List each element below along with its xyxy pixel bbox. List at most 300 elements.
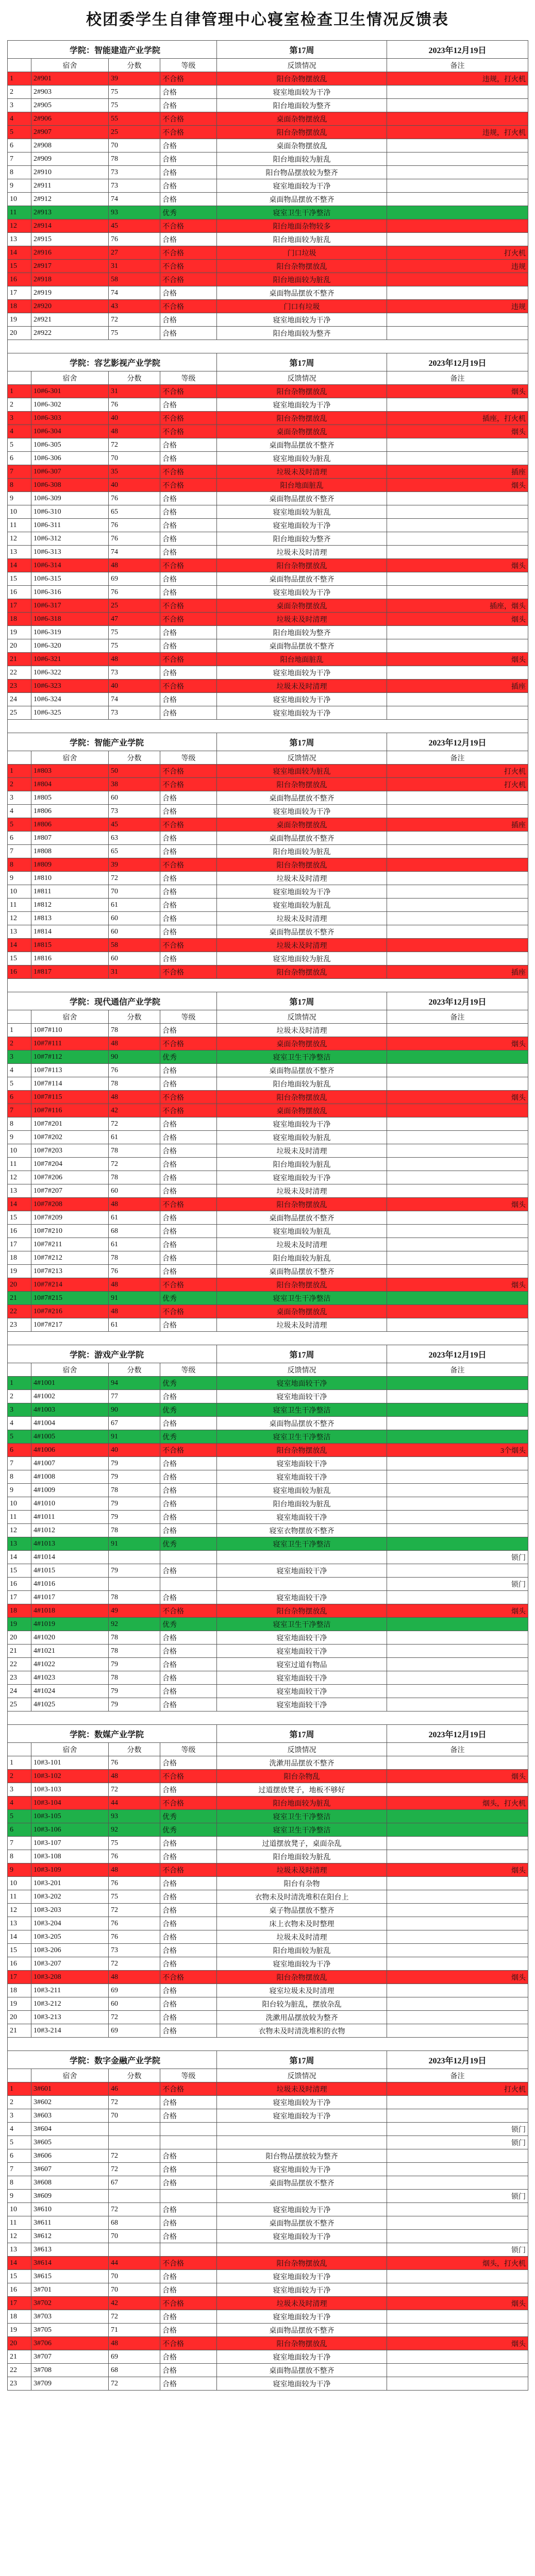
remark: [387, 2350, 528, 2364]
row-index: 11: [8, 206, 31, 219]
grade: 不合格: [160, 1091, 217, 1104]
grade: 合格: [160, 1511, 217, 1524]
row-index: 14: [8, 939, 31, 952]
remark: 打火机: [387, 778, 528, 791]
col-score: 分数: [109, 1363, 160, 1377]
col-score: 分数: [109, 1743, 160, 1756]
dorm-room: 10#3-101: [31, 1756, 109, 1770]
row-index: 4: [8, 1797, 31, 1810]
remark: [387, 572, 528, 586]
dorm-room: 2#908: [31, 139, 109, 152]
feedback: 寝室地面较为干净: [217, 2163, 387, 2176]
remark: 烟头: [387, 2297, 528, 2310]
grade: 合格: [160, 706, 217, 720]
feedback: 桌面物品摆放不整齐: [217, 286, 387, 300]
feedback: 桌面杂物摆放乱: [217, 818, 387, 832]
score: 68: [109, 2216, 160, 2230]
col-note: 备注: [387, 1743, 528, 1756]
remark: [387, 1064, 528, 1077]
feedback: 寝室地面较干净: [217, 1564, 387, 1578]
remark: [387, 1184, 528, 1198]
row-index: 9: [8, 1863, 31, 1877]
table-row: [8, 112, 528, 126]
remark: [387, 885, 528, 899]
score: 92: [109, 1823, 160, 1837]
table-row: [8, 1837, 528, 1850]
grade: 合格: [160, 2203, 217, 2216]
table-row: [8, 1783, 528, 1797]
dorm-room: 2#909: [31, 152, 109, 166]
score: 48: [109, 425, 160, 438]
table-row: [8, 425, 528, 438]
score: [109, 1551, 160, 1564]
grade: [160, 1551, 217, 1564]
grade: 合格: [160, 505, 217, 519]
grade: 合格: [160, 519, 217, 532]
score: 74: [109, 693, 160, 706]
grade: 合格: [160, 1158, 217, 1171]
remark: [387, 1171, 528, 1184]
col-grade: 等级: [160, 2069, 217, 2082]
row-index: 21: [8, 1292, 31, 1305]
table-row: [8, 1497, 528, 1511]
feedback: 垃圾未及时清理: [217, 546, 387, 559]
remark: 烟头: [387, 425, 528, 438]
remark: [387, 586, 528, 599]
score: 76: [109, 492, 160, 505]
dorm-room: 10#3-205: [31, 1930, 109, 1944]
table-row: [8, 1997, 528, 2011]
row-index: 10: [8, 885, 31, 899]
grade: 合格: [160, 2230, 217, 2243]
dorm-room: 2#914: [31, 219, 109, 233]
grade: 合格: [160, 1524, 217, 1537]
col-index: [8, 1743, 31, 1756]
score: 48: [109, 1971, 160, 1984]
col-note: 备注: [387, 1010, 528, 1024]
dorm-room: 10#7#202: [31, 1131, 109, 1144]
dorm-room: 3#606: [31, 2149, 109, 2163]
dorm-room: 2#922: [31, 327, 109, 340]
section-gap: [8, 2038, 528, 2051]
remark: 插座，打火机: [387, 412, 528, 425]
remark: [387, 1225, 528, 1238]
score: 91: [109, 1537, 160, 1551]
score: 76: [109, 233, 160, 246]
remark: [387, 1671, 528, 1685]
row-index: 3: [8, 1783, 31, 1797]
gap-cell: [8, 1711, 528, 1725]
grade: 合格: [160, 1457, 217, 1470]
feedback: 垃圾未及时清理: [217, 680, 387, 693]
week-label: 第17周: [217, 41, 387, 59]
dorm-room: 10#3-204: [31, 1917, 109, 1930]
feedback: 阳台地面较为脏乱: [217, 1944, 387, 1957]
dorm-room: 2#907: [31, 126, 109, 139]
table-row: [8, 1578, 528, 1591]
remark: [387, 193, 528, 206]
score: 31: [109, 385, 160, 398]
score: [109, 2243, 160, 2257]
feedback: 阳台杂物摆放乱: [217, 2337, 387, 2350]
table-row: [8, 1225, 528, 1238]
dorm-room: 3#703: [31, 2310, 109, 2324]
grade: 优秀: [160, 1618, 217, 1631]
remark: 锁门: [387, 2243, 528, 2257]
table-row: [8, 1292, 528, 1305]
remark: [387, 2176, 528, 2190]
remark: [387, 2377, 528, 2391]
dorm-room: 10#7#110: [31, 1024, 109, 1037]
remark: 烟头: [387, 1198, 528, 1211]
dorm-room: 2#920: [31, 300, 109, 313]
table-row: [8, 492, 528, 505]
table-row: [8, 1957, 528, 1971]
table-row: [8, 599, 528, 613]
table-row: [8, 626, 528, 639]
dorm-room: 10#7#211: [31, 1238, 109, 1251]
feedback: 阳台地面较为脏乱: [217, 1797, 387, 1810]
grade: 合格: [160, 1265, 217, 1278]
column-header-row: [8, 1743, 528, 1756]
grade: 合格: [160, 139, 217, 152]
score: 94: [109, 1377, 160, 1390]
dorm-room: 10#6-304: [31, 425, 109, 438]
row-index: 1: [8, 1024, 31, 1037]
row-index: 20: [8, 2011, 31, 2024]
dorm-room: 4#1023: [31, 1671, 109, 1685]
feedback: 阳台地面较为脏乱: [217, 1158, 387, 1171]
score: 72: [109, 1904, 160, 1917]
grade: 不合格: [160, 300, 217, 313]
dorm-room: 10#3-104: [31, 1797, 109, 1810]
row-index: 11: [8, 519, 31, 532]
grade: 不合格: [160, 1278, 217, 1292]
dorm-room: 4#1007: [31, 1457, 109, 1470]
table-row: [8, 2257, 528, 2270]
row-index: 16: [8, 1578, 31, 1591]
score: 61: [109, 1318, 160, 1332]
table-row: [8, 613, 528, 626]
feedback: 阳台杂物摆放乱: [217, 2257, 387, 2270]
remark: [387, 1591, 528, 1604]
table-row: [8, 1944, 528, 1957]
remark: 烟头: [387, 653, 528, 666]
row-index: 21: [8, 2350, 31, 2364]
col-grade: 等级: [160, 59, 217, 72]
row-index: 3: [8, 1403, 31, 1417]
grade: 不合格: [160, 126, 217, 139]
table-row: [8, 1631, 528, 1645]
col-index: [8, 1363, 31, 1377]
score: 76: [109, 1877, 160, 1890]
remark: 违规，打火机: [387, 72, 528, 86]
row-index: 8: [8, 2176, 31, 2190]
grade: 合格: [160, 86, 217, 99]
row-index: 1: [8, 1756, 31, 1770]
remark: [387, 2310, 528, 2324]
inspection-table: [7, 40, 528, 2391]
dorm-room: 10#3-207: [31, 1957, 109, 1971]
table-row: [8, 86, 528, 99]
remark: [387, 706, 528, 720]
dorm-room: 10#6-312: [31, 532, 109, 546]
dorm-room: 10#3-214: [31, 2024, 109, 2038]
feedback: 桌子物品摆放不整齐: [217, 1904, 387, 1917]
row-index: 9: [8, 179, 31, 193]
dorm-room: 3#701: [31, 2283, 109, 2297]
grade: 合格: [160, 286, 217, 300]
week-label: 第17周: [217, 353, 387, 371]
score: 91: [109, 1430, 160, 1444]
grade: 不合格: [160, 2297, 217, 2310]
score: 72: [109, 313, 160, 327]
dorm-room: 4#1006: [31, 1444, 109, 1457]
feedback: 衣物未及时清洗堆积的衣物: [217, 2024, 387, 2038]
score: 31: [109, 260, 160, 273]
remark: [387, 86, 528, 99]
row-index: 6: [8, 1444, 31, 1457]
grade: 不合格: [160, 1863, 217, 1877]
dorm-room: 1#804: [31, 778, 109, 791]
remark: 插座，烟头: [387, 599, 528, 613]
grade: 不合格: [160, 778, 217, 791]
remark: [387, 112, 528, 126]
grade: 不合格: [160, 425, 217, 438]
grade: 合格: [160, 1877, 217, 1890]
remark: 烟头: [387, 385, 528, 398]
table-row: [8, 233, 528, 246]
feedback: 寝室卫生干净整洁: [217, 206, 387, 219]
table-row: [8, 1064, 528, 1077]
row-index: 18: [8, 2310, 31, 2324]
remark: [387, 1511, 528, 1524]
row-index: 10: [8, 1144, 31, 1158]
row-index: 8: [8, 479, 31, 492]
grade: 合格: [160, 1470, 217, 1484]
feedback: 桌面杂物摆放乱: [217, 599, 387, 613]
grade: 不合格: [160, 1770, 217, 1783]
grade: 不合格: [160, 1971, 217, 1984]
remark: 烟头: [387, 1037, 528, 1050]
remark: [387, 1050, 528, 1064]
feedback: 寝室卫生干净整洁: [217, 1292, 387, 1305]
row-index: 17: [8, 599, 31, 613]
dorm-room: 3#705: [31, 2324, 109, 2337]
feedback: 阳台杂物摆放乱: [217, 858, 387, 872]
feedback: 寝室地面较为干净: [217, 2377, 387, 2391]
grade: 不合格: [160, 818, 217, 832]
feedback: 阳台杂物摆放乱: [217, 1444, 387, 1457]
feedback: 寝室卫生干净整洁: [217, 1823, 387, 1837]
table-row: [8, 666, 528, 680]
row-index: 5: [8, 438, 31, 452]
feedback: 阳台物品摆放较为整齐: [217, 2149, 387, 2163]
remark: [387, 2270, 528, 2283]
gap-cell: [8, 2038, 528, 2051]
remark: [387, 925, 528, 939]
table-row: [8, 765, 528, 778]
dorm-room: 3#603: [31, 2109, 109, 2123]
table-row: [8, 1211, 528, 1225]
feedback: 阳台杂物摆放乱: [217, 385, 387, 398]
grade: 合格: [160, 2310, 217, 2324]
row-index: 10: [8, 1497, 31, 1511]
score: 68: [109, 2364, 160, 2377]
feedback: 寝室地面较为干净: [217, 2283, 387, 2297]
grade: 合格: [160, 166, 217, 179]
row-index: 7: [8, 465, 31, 479]
remark: 3个烟头: [387, 1444, 528, 1457]
dorm-room: 3#610: [31, 2203, 109, 2216]
grade: 优秀: [160, 1403, 217, 1417]
table-row: [8, 2337, 528, 2350]
dorm-room: 3#707: [31, 2350, 109, 2364]
table-row: [8, 1131, 528, 1144]
score: 72: [109, 2310, 160, 2324]
score: 78: [109, 1591, 160, 1604]
score: 74: [109, 193, 160, 206]
row-index: 14: [8, 1930, 31, 1944]
score: 60: [109, 1997, 160, 2011]
grade: 合格: [160, 179, 217, 193]
score: 72: [109, 2377, 160, 2391]
remark: [387, 666, 528, 680]
feedback: 寝室地面较干净: [217, 1470, 387, 1484]
feedback: 桌面杂物摆放乱: [217, 112, 387, 126]
feedback: 阳台杂物摆放乱: [217, 72, 387, 86]
remark: [387, 1377, 528, 1390]
score: [109, 2190, 160, 2203]
row-index: 12: [8, 1171, 31, 1184]
remark: [387, 1251, 528, 1265]
col-feedback: 反馈情况: [217, 1010, 387, 1024]
grade: 合格: [160, 925, 217, 939]
dorm-room: 10#7#212: [31, 1251, 109, 1265]
score: 79: [109, 1564, 160, 1578]
score: 48: [109, 1305, 160, 1318]
college-name: 学院：数字金融产业学院: [8, 2051, 217, 2069]
table-row: [8, 559, 528, 572]
dorm-room: 2#912: [31, 193, 109, 206]
feedback: 寝室地面较为干净: [217, 586, 387, 599]
feedback: 垃圾未及时清理: [217, 1930, 387, 1944]
grade: 合格: [160, 626, 217, 639]
remark: 插座: [387, 965, 528, 979]
remark: [387, 1211, 528, 1225]
table-row: [8, 1377, 528, 1390]
score: 31: [109, 965, 160, 979]
grade: 不合格: [160, 385, 217, 398]
grade: 不合格: [160, 2082, 217, 2096]
remark: [387, 546, 528, 559]
table-row: [8, 206, 528, 219]
dorm-room: 3#607: [31, 2163, 109, 2176]
grade: 合格: [160, 952, 217, 965]
col-score: 分数: [109, 371, 160, 385]
feedback: 寝室地面较为脏乱: [217, 452, 387, 465]
row-index: 1: [8, 1377, 31, 1390]
table-row: [8, 899, 528, 912]
row-index: 12: [8, 1524, 31, 1537]
table-row: [8, 1890, 528, 1904]
score: 60: [109, 952, 160, 965]
row-index: 16: [8, 965, 31, 979]
score: 93: [109, 206, 160, 219]
row-index: 12: [8, 532, 31, 546]
feedback: 寝室地面较为干净: [217, 86, 387, 99]
row-index: 13: [8, 546, 31, 559]
grade: 不合格: [160, 2337, 217, 2350]
table-row: [8, 452, 528, 465]
dorm-room: 1#809: [31, 858, 109, 872]
table-row: [8, 152, 528, 166]
score: 72: [109, 2203, 160, 2216]
dorm-room: 4#1020: [31, 1631, 109, 1645]
row-index: 22: [8, 1305, 31, 1318]
col-room: 宿舍: [31, 59, 109, 72]
score: 35: [109, 465, 160, 479]
dorm-room: 10#7#216: [31, 1305, 109, 1318]
feedback: 阳台地面较为整齐: [217, 626, 387, 639]
remark: [387, 939, 528, 952]
score: 72: [109, 2163, 160, 2176]
grade: 优秀: [160, 1810, 217, 1823]
remark: [387, 1810, 528, 1823]
row-index: 8: [8, 1850, 31, 1863]
feedback: 衣物未及时清洗堆积在阳台上: [217, 1890, 387, 1904]
table-row: [8, 925, 528, 939]
remark: [387, 1984, 528, 1997]
remark: [387, 1305, 528, 1318]
row-index: 1: [8, 2082, 31, 2096]
score: 76: [109, 1930, 160, 1944]
remark: 烟头，打火机: [387, 2257, 528, 2270]
feedback: 寝室地面较干净: [217, 1631, 387, 1645]
feedback: 门口垃圾: [217, 246, 387, 260]
score: 78: [109, 152, 160, 166]
score: 46: [109, 2082, 160, 2096]
column-header-row: [8, 751, 528, 765]
feedback: 垃圾未及时清理: [217, 1238, 387, 1251]
remark: [387, 1783, 528, 1797]
score: 45: [109, 818, 160, 832]
dorm-room: 4#1024: [31, 1685, 109, 1698]
col-room: 宿舍: [31, 751, 109, 765]
feedback: 寝室地面较为干净: [217, 805, 387, 818]
row-index: 10: [8, 505, 31, 519]
dorm-room: 10#7#111: [31, 1037, 109, 1050]
table-row: [8, 1444, 528, 1457]
remark: [387, 166, 528, 179]
score: 61: [109, 1131, 160, 1144]
dorm-room: 2#910: [31, 166, 109, 179]
row-index: 12: [8, 2230, 31, 2243]
remark: [387, 2163, 528, 2176]
score: 75: [109, 99, 160, 112]
row-index: 17: [8, 1238, 31, 1251]
col-room: 宿舍: [31, 371, 109, 385]
table-row: [8, 2297, 528, 2310]
feedback: [217, 2136, 387, 2149]
remark: [387, 519, 528, 532]
score: 50: [109, 765, 160, 778]
row-index: 22: [8, 666, 31, 680]
remark: [387, 1318, 528, 1332]
row-index: 15: [8, 1944, 31, 1957]
score: 70: [109, 2109, 160, 2123]
score: 72: [109, 872, 160, 885]
